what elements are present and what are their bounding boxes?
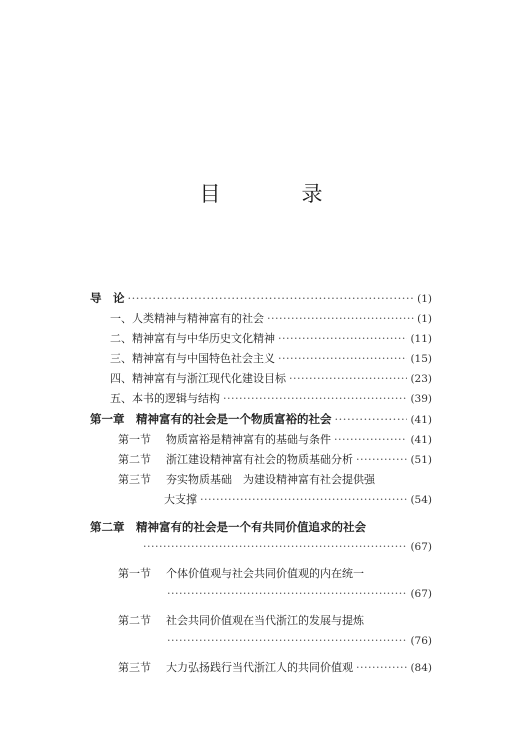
leader-dots xyxy=(267,309,414,329)
leader-dots xyxy=(143,537,407,557)
section-title-continued: 大支撑 xyxy=(164,493,197,506)
leader-dots xyxy=(356,658,407,678)
section-title: 大力弘扬践行当代浙江人的共同价值观 xyxy=(166,661,353,674)
leader-dots xyxy=(223,389,407,409)
toc-entry-ch2-sec2[interactable] xyxy=(90,611,432,631)
chapter-number: 第二章 xyxy=(90,520,125,534)
toc-entry-ch1-sec1[interactable] xyxy=(90,430,432,450)
entry-label: 四、精神富有与浙江现代化建设目标 xyxy=(110,372,286,385)
section-number: 第三节 xyxy=(118,661,151,674)
section-number: 第一节 xyxy=(118,567,151,580)
leader-dots xyxy=(128,288,415,308)
page-number: (23) xyxy=(410,373,432,385)
page-number: (84) xyxy=(410,662,432,674)
intro-label: 导 论 xyxy=(90,291,125,305)
toc-entry-chapter-1[interactable] xyxy=(90,409,432,430)
toc-entry-intro-2[interactable] xyxy=(90,329,432,349)
page-number: (39) xyxy=(410,393,432,405)
toc-entry-ch1-sec3-cont[interactable] xyxy=(90,490,432,510)
page-number: (76) xyxy=(410,635,432,647)
toc-entry-ch1-sec2[interactable] xyxy=(90,450,432,470)
toc-entry-intro-4[interactable] xyxy=(90,369,432,389)
leader-dots xyxy=(278,329,407,349)
page-number: (1) xyxy=(417,313,432,325)
section-title: 社会共同价值观在当代浙江的发展与提炼 xyxy=(166,614,364,627)
toc-entry-ch2-sec2-cont[interactable] xyxy=(90,631,432,651)
leader-dots xyxy=(278,349,407,369)
toc-entry-chapter-2[interactable] xyxy=(90,517,432,537)
entry-label: 五、本书的逻辑与结构 xyxy=(110,392,220,405)
section-number: 第三节 xyxy=(118,473,151,486)
section-title: 浙江建设精神富有社会的物质基础分析 xyxy=(166,453,353,466)
leader-dots xyxy=(167,584,407,604)
leader-dots xyxy=(167,631,407,651)
toc-entry-ch2-sec3[interactable] xyxy=(90,658,432,678)
toc-entry-chapter-2-cont[interactable] xyxy=(90,537,432,557)
page-number: (51) xyxy=(410,454,432,466)
section-number: 第一节 xyxy=(118,433,151,446)
leader-dots xyxy=(335,409,408,429)
page-title: 目 录 xyxy=(199,182,353,206)
section-title: 物质富裕是精神富有的基础与条件 xyxy=(166,433,331,446)
leader-dots xyxy=(334,430,407,450)
section-number: 第二节 xyxy=(118,614,151,627)
chapter-title: 精神富有的社会是一个物质富裕的社会 xyxy=(136,412,332,426)
toc-entry-ch1-sec3[interactable] xyxy=(90,470,432,490)
toc-entry-ch2-sec1-cont[interactable] xyxy=(90,584,432,604)
entry-label: 三、精神富有与中国特色社会主义 xyxy=(110,352,275,365)
toc-entry-intro[interactable] xyxy=(90,288,432,309)
page-number: (54) xyxy=(410,494,432,506)
page-number: (41) xyxy=(410,414,432,426)
section-title: 夯实物质基础 为建设精神富有社会提供强 xyxy=(166,473,375,486)
page-number: (41) xyxy=(410,434,432,446)
page-number: (1) xyxy=(417,293,432,305)
section-title: 个体价值观与社会共同价值观的内在统一 xyxy=(166,567,364,580)
toc-entry-intro-1[interactable] xyxy=(90,309,432,329)
entry-label: 一、人类精神与精神富有的社会 xyxy=(110,312,264,325)
chapter-number: 第一章 xyxy=(90,412,125,426)
toc-entry-intro-3[interactable] xyxy=(90,349,432,369)
page-number: (11) xyxy=(410,333,432,345)
leader-dots xyxy=(289,369,407,389)
chapter-title: 精神富有的社会是一个有共同价值追求的社会 xyxy=(136,520,366,534)
toc-entry-ch2-sec1[interactable] xyxy=(90,564,432,584)
entry-label: 二、精神富有与中华历史文化精神 xyxy=(110,332,275,345)
page-number: (15) xyxy=(410,353,432,365)
page-number: (67) xyxy=(410,541,432,553)
leader-dots xyxy=(356,450,407,470)
table-of-contents xyxy=(90,288,432,678)
page-number: (67) xyxy=(410,588,432,600)
section-number: 第二节 xyxy=(118,453,151,466)
leader-dots xyxy=(200,490,407,510)
toc-entry-intro-5[interactable] xyxy=(90,389,432,409)
